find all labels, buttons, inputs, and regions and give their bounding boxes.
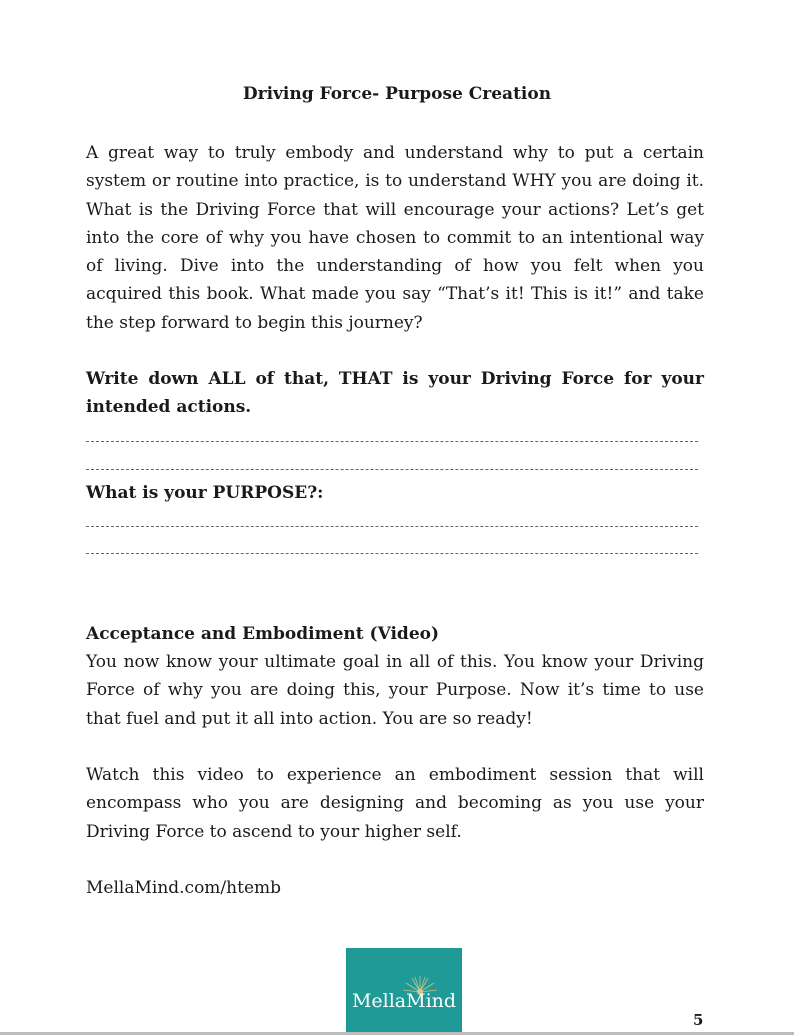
answer-line-3 — [86, 526, 698, 527]
intro-paragraph: A great way to truly embody and understand why to put a certain system or routine into practice, is to understand WHY you are doing it. What is the Driving Force that will encourage your actions? Let’s get into the core of why you have chosen to commit to an intentional way of living. Dive into the understanding of how you felt when you acquired this book. What made you say “That’s it! This is it!” and take the step forward to begin this journey? — [86, 143, 704, 333]
answer-line-1 — [86, 441, 698, 442]
purpose-prompt: What is your PURPOSE?: — [86, 483, 324, 503]
video-paragraph: Watch this video to experience an embodiment session that will encompass who you are designing and becoming as you use your Driving Force to ascend to your higher self. — [86, 765, 704, 842]
section-body: You now know your ultimate goal in all of this. You know your Driving Force of why you are doing this, your Purpose. Now it’s time to use that fuel and put it all into action. You are so ready! — [86, 652, 704, 729]
answer-line-4 — [86, 553, 698, 554]
section-heading: Acceptance and Embodiment (Video) — [86, 624, 440, 644]
logo-text: MellaMind — [351, 990, 457, 1012]
page-title: Driving Force- Purpose Creation — [242, 84, 552, 104]
page-number: 5 — [693, 1011, 704, 1029]
answer-line-2 — [86, 469, 698, 470]
driving-force-prompt: Write down ALL of that, THAT is your Driving Force for your intended actions. — [86, 369, 704, 418]
video-link[interactable]: MellaMind.com/htemb — [86, 878, 282, 898]
mellamind-logo — [346, 948, 462, 1032]
